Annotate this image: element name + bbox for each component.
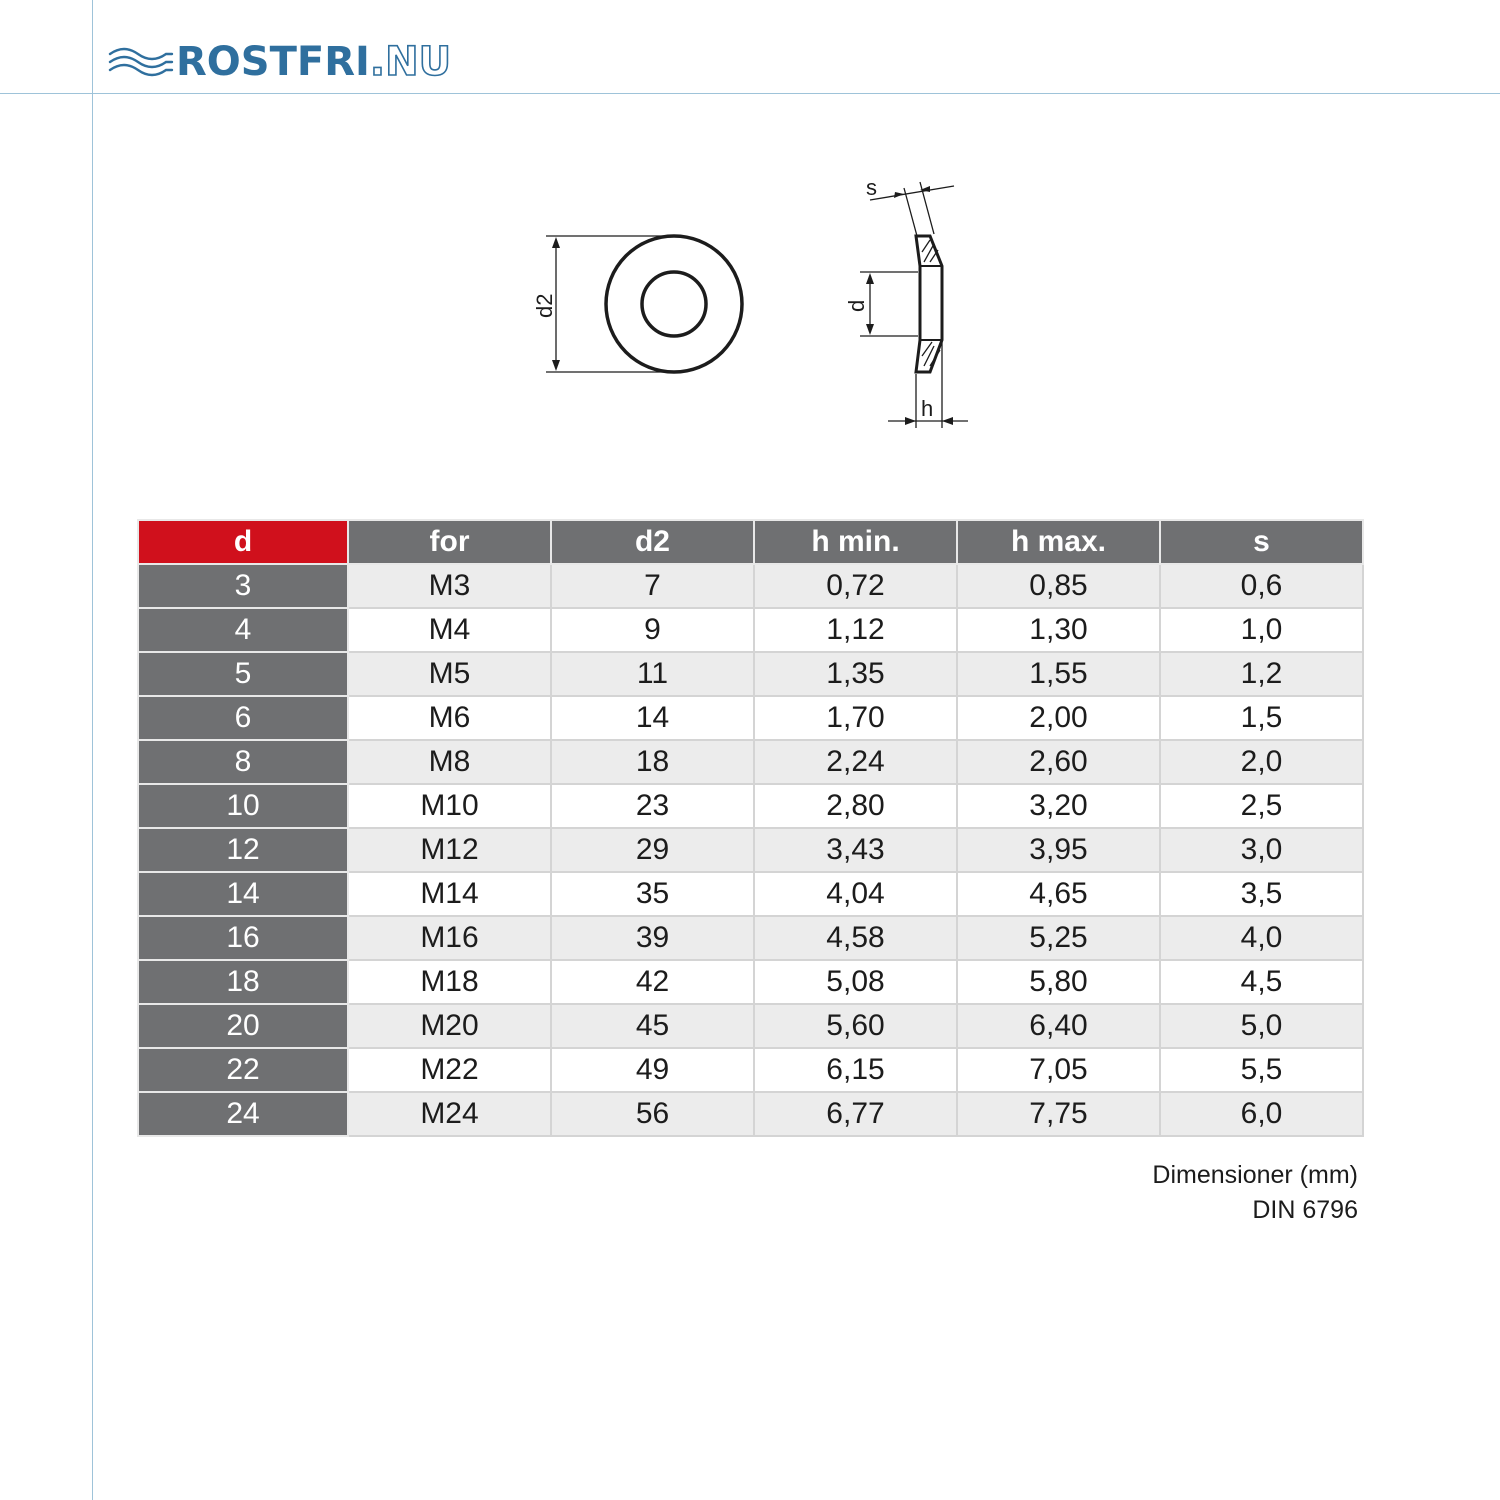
- table-cell-key: 5: [138, 652, 348, 696]
- table-row: [138, 564, 1363, 608]
- table-cell: 3,95: [957, 828, 1160, 872]
- table-row: [138, 916, 1363, 960]
- table-row: [138, 960, 1363, 1004]
- table-cell: 1,55: [957, 652, 1160, 696]
- table-cell-key: 20: [138, 1004, 348, 1048]
- table-header-row: [138, 520, 1363, 564]
- table-cell: 4,0: [1160, 916, 1363, 960]
- table-cell: 4,04: [754, 872, 957, 916]
- table-cell: 45: [551, 1004, 754, 1048]
- frame-line-horizontal: [0, 93, 1500, 94]
- table-cell: M10: [348, 784, 551, 828]
- table-cell: 39: [551, 916, 754, 960]
- table-cell: 2,0: [1160, 740, 1363, 784]
- s-dimension: [870, 182, 954, 236]
- table-row: [138, 872, 1363, 916]
- table-cell: M12: [348, 828, 551, 872]
- washer-side-view: [916, 236, 942, 372]
- d-label: d: [844, 299, 869, 312]
- table-cell: M5: [348, 652, 551, 696]
- table-footnote: [1152, 1158, 1358, 1228]
- table-row: [138, 1048, 1363, 1092]
- table-row: [138, 1092, 1363, 1136]
- d2-label: d2: [532, 293, 557, 318]
- table-cell-key: 10: [138, 784, 348, 828]
- table-cell: 56: [551, 1092, 754, 1136]
- table-cell: 0,85: [957, 564, 1160, 608]
- brand-name: ROSTFRI: [176, 39, 370, 85]
- table-cell-key: 22: [138, 1048, 348, 1092]
- frame-line-vertical: [92, 0, 93, 1500]
- table-cell: 5,25: [957, 916, 1160, 960]
- table-cell: 2,80: [754, 784, 957, 828]
- table-cell: 2,24: [754, 740, 957, 784]
- table-cell: 3,20: [957, 784, 1160, 828]
- column-header-h-min: h min.: [754, 520, 957, 564]
- table-cell: 5,0: [1160, 1004, 1363, 1048]
- table-cell: M24: [348, 1092, 551, 1136]
- table-cell-key: 18: [138, 960, 348, 1004]
- column-header-d2: d2: [551, 520, 754, 564]
- table-cell: 1,70: [754, 696, 957, 740]
- table-cell: 2,5: [1160, 784, 1363, 828]
- table-cell: M20: [348, 1004, 551, 1048]
- table-cell: 49: [551, 1048, 754, 1092]
- table-cell: 4,58: [754, 916, 957, 960]
- table-cell: 1,35: [754, 652, 957, 696]
- table-cell: 3,0: [1160, 828, 1363, 872]
- column-header-s: s: [1160, 520, 1363, 564]
- d2-dimension: [546, 236, 672, 372]
- table-cell: 1,12: [754, 608, 957, 652]
- units-note: Dimensioner (mm): [1152, 1161, 1358, 1189]
- table-cell: 7,75: [957, 1092, 1160, 1136]
- waves-icon: [108, 42, 174, 82]
- column-header-d: d: [138, 520, 348, 564]
- table-row: [138, 784, 1363, 828]
- table-cell: 18: [551, 740, 754, 784]
- table-cell: 1,5: [1160, 696, 1363, 740]
- table-cell-key: 16: [138, 916, 348, 960]
- h-label: h: [921, 396, 934, 421]
- table-row: [138, 608, 1363, 652]
- table-cell: 29: [551, 828, 754, 872]
- table-cell: 6,15: [754, 1048, 957, 1092]
- standard-note: DIN 6796: [1252, 1196, 1358, 1224]
- table-cell-key: 14: [138, 872, 348, 916]
- table-cell: 6,77: [754, 1092, 957, 1136]
- table-row: [138, 696, 1363, 740]
- column-header-for: for: [348, 520, 551, 564]
- table-cell: 11: [551, 652, 754, 696]
- s-label: s: [866, 175, 877, 200]
- table-cell-key: 12: [138, 828, 348, 872]
- table-cell: 35: [551, 872, 754, 916]
- table-cell: M4: [348, 608, 551, 652]
- table-cell-key: 4: [138, 608, 348, 652]
- table-cell: M18: [348, 960, 551, 1004]
- table-cell: M3: [348, 564, 551, 608]
- table-row: [138, 740, 1363, 784]
- brand-logo: [108, 40, 451, 84]
- table-cell: 42: [551, 960, 754, 1004]
- table-cell: 1,30: [957, 608, 1160, 652]
- table-row: [138, 652, 1363, 696]
- table-cell: 23: [551, 784, 754, 828]
- table-cell: 7: [551, 564, 754, 608]
- table-cell: 0,6: [1160, 564, 1363, 608]
- table-cell: 5,08: [754, 960, 957, 1004]
- table-cell: 4,65: [957, 872, 1160, 916]
- table-cell: 7,05: [957, 1048, 1160, 1092]
- table-cell: M22: [348, 1048, 551, 1092]
- table-cell: 9: [551, 608, 754, 652]
- table-cell-key: 8: [138, 740, 348, 784]
- washer-technical-drawing: [510, 170, 990, 440]
- table-cell: 4,5: [1160, 960, 1363, 1004]
- table-row: [138, 1004, 1363, 1048]
- table-cell: 14: [551, 696, 754, 740]
- column-header-h-max: h max.: [957, 520, 1160, 564]
- table-cell: 5,80: [957, 960, 1160, 1004]
- table-cell-key: 24: [138, 1092, 348, 1136]
- table-cell: 5,5: [1160, 1048, 1363, 1092]
- table-cell-key: 3: [138, 564, 348, 608]
- table-cell: M14: [348, 872, 551, 916]
- table-cell: M6: [348, 696, 551, 740]
- table-cell: 3,5: [1160, 872, 1363, 916]
- table-cell: 3,43: [754, 828, 957, 872]
- table-cell: 2,00: [957, 696, 1160, 740]
- table-cell: 6,40: [957, 1004, 1160, 1048]
- washer-front-view: [606, 236, 742, 372]
- table-row: [138, 828, 1363, 872]
- table-body: [138, 564, 1363, 1136]
- table-cell: M16: [348, 916, 551, 960]
- table-cell: 6,0: [1160, 1092, 1363, 1136]
- table-cell: 2,60: [957, 740, 1160, 784]
- table-cell: 0,72: [754, 564, 957, 608]
- table-cell: 5,60: [754, 1004, 957, 1048]
- dimension-table: [137, 519, 1364, 1137]
- table-cell: M8: [348, 740, 551, 784]
- brand-tld: .NU: [369, 39, 452, 85]
- table-cell: 1,0: [1160, 608, 1363, 652]
- table-cell-key: 6: [138, 696, 348, 740]
- table-cell: 1,2: [1160, 652, 1363, 696]
